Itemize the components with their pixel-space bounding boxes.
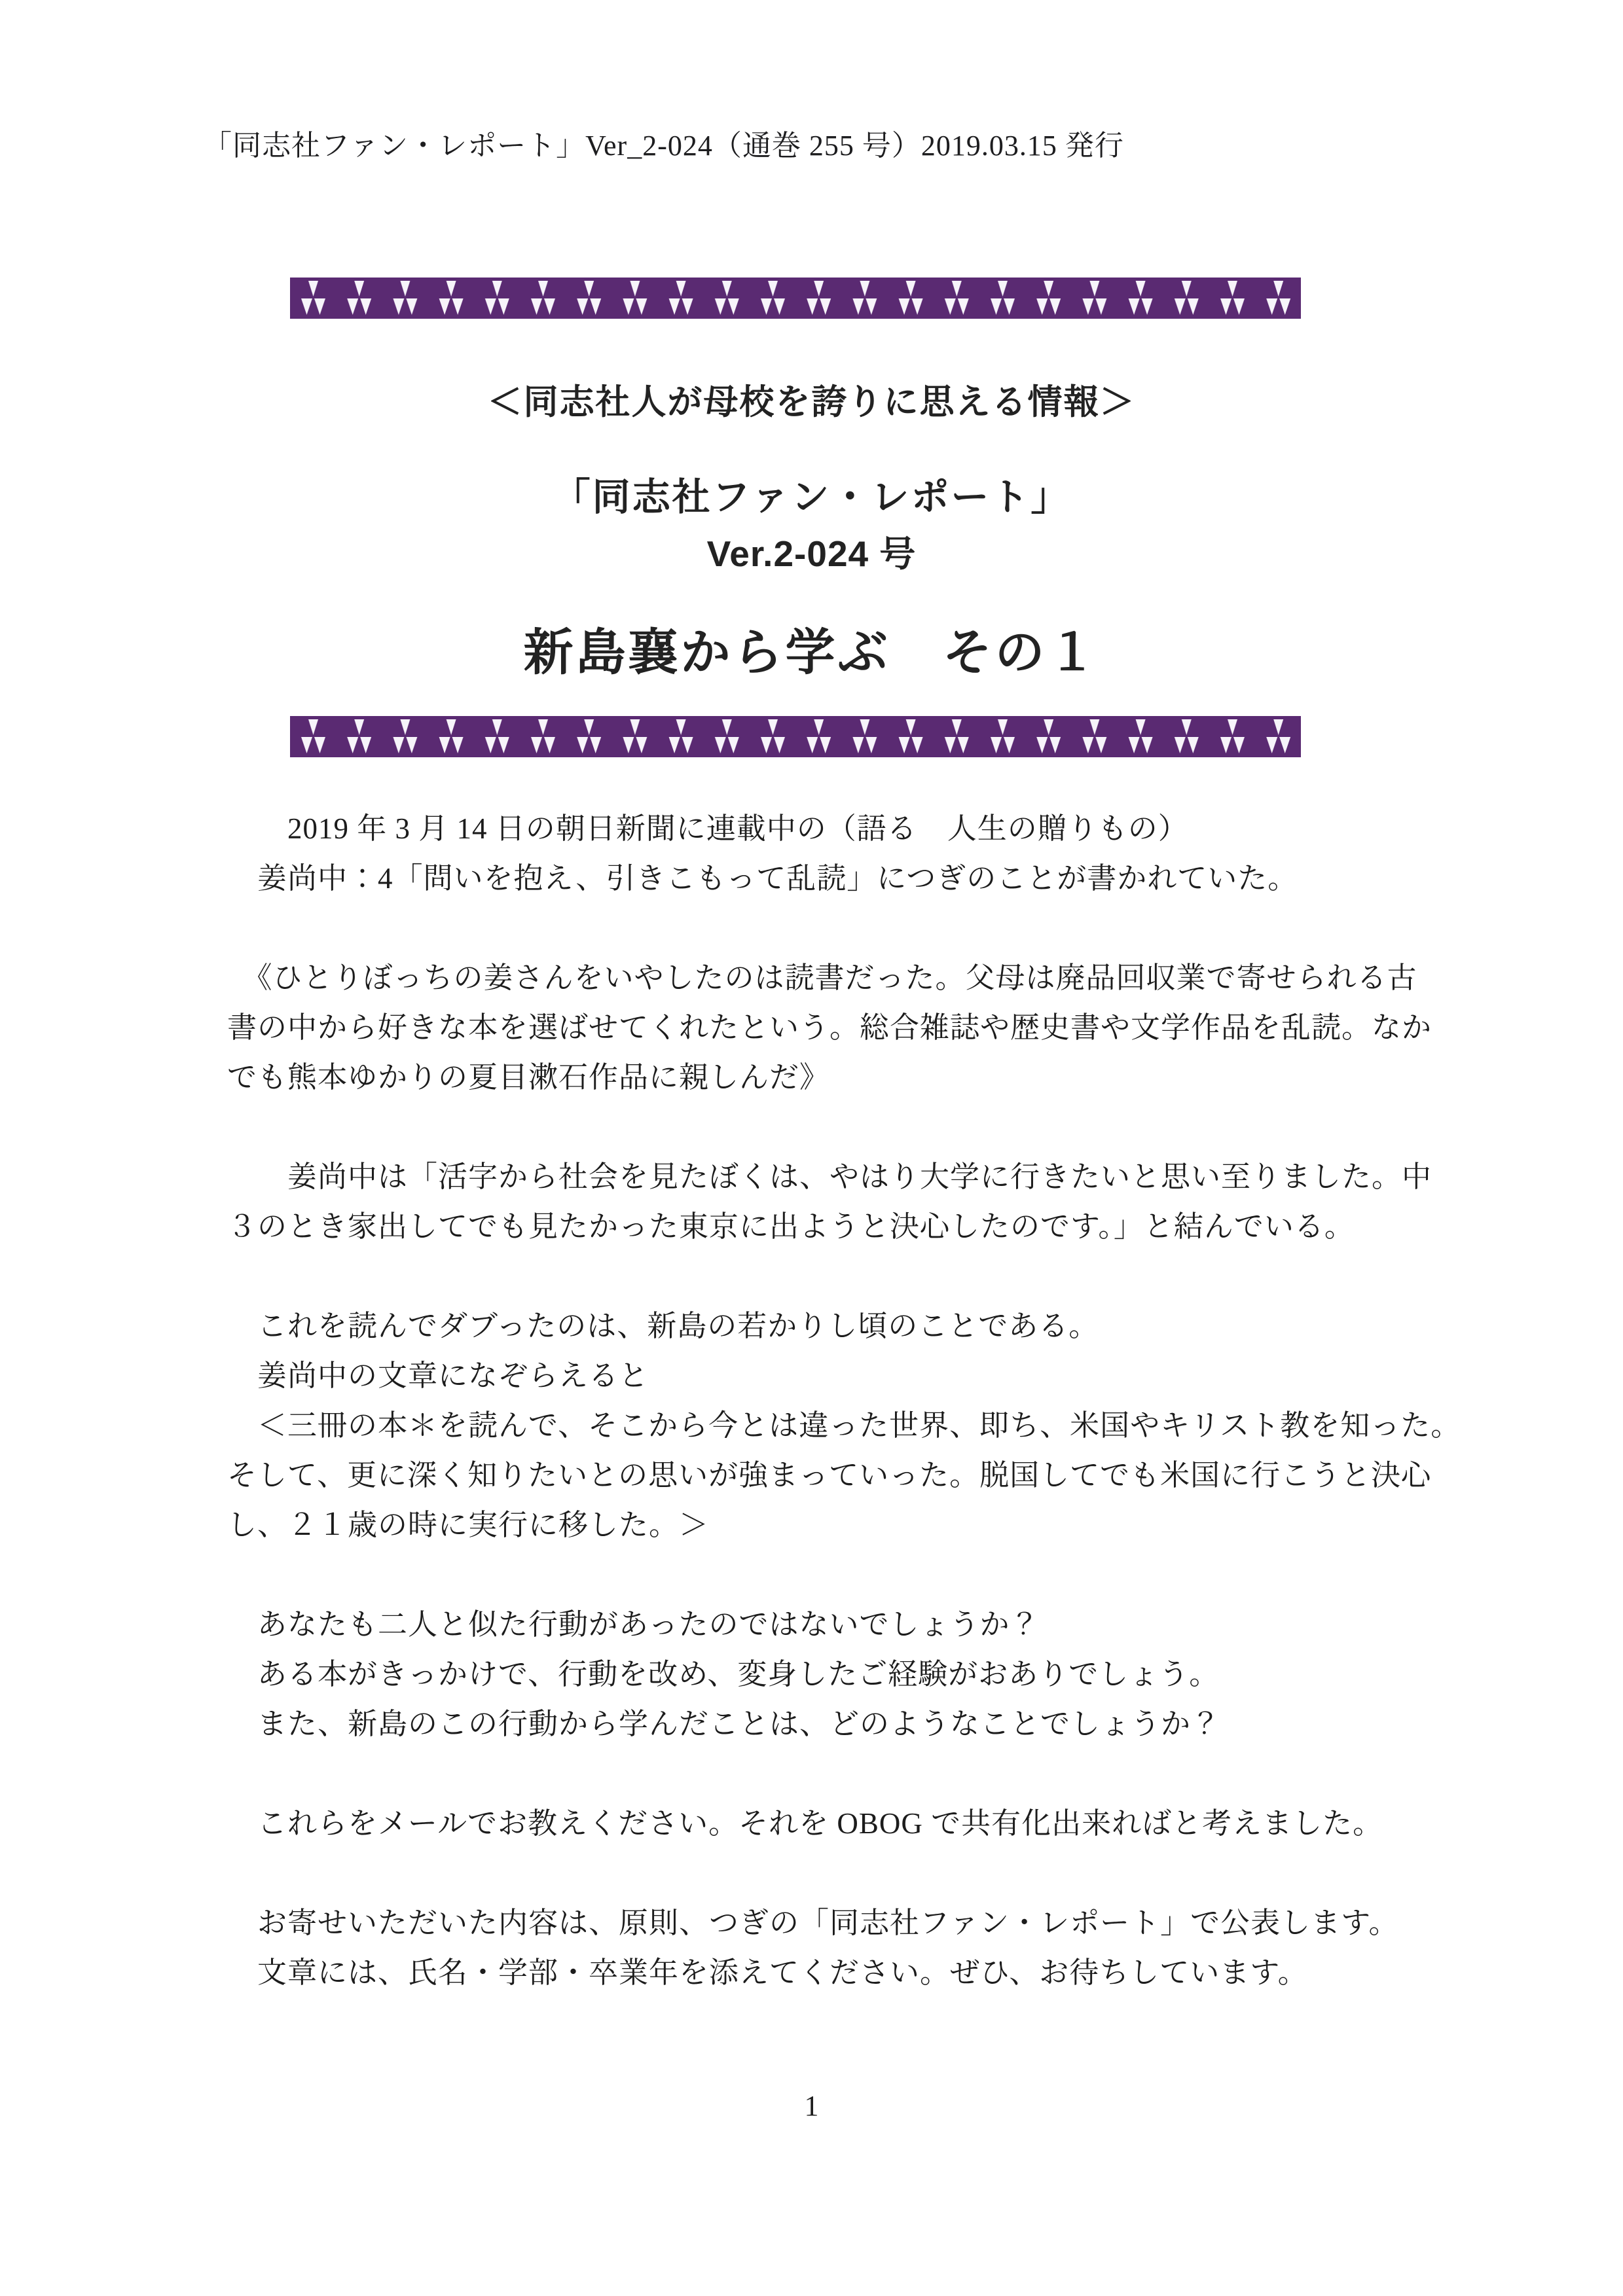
body-line: あなたも二人と似た行動があったのではないでしょうか？ (227, 1608, 1040, 1641)
page-number: 1 (804, 2090, 819, 2122)
body-text (227, 804, 1471, 1998)
body-line: 姜尚中：4「問いを抱え、引きこもって乱読」につぎのことが書かれていた。 (227, 862, 1298, 895)
body-line: でも熊本ゆかりの夏目漱石作品に親しんだ》 (227, 1061, 830, 1094)
body-line: 姜尚中の文章になぞらえると (227, 1359, 649, 1392)
body-line: これらをメールでお教えください。それを OBOG で共有化出来ればと考えました。 (227, 1807, 1383, 1840)
body-line (227, 1749, 1471, 1799)
body-line (227, 903, 1471, 953)
body-line: これを読んでダブったのは、新島の若かりし頃のことである。 (227, 1310, 1099, 1342)
body-line: 書の中から好きな本を選ばせてくれたという。総合雑誌や歴史書や文学作品を乱読。なか (227, 1011, 1432, 1044)
body-line: 《ひとりぼっちの姜さんをいやしたのは読書だった。父母は廃品回収業で寄せられる古 (227, 961, 1417, 994)
running-header: 「同志社ファン・レポート」Ver_2-024（通巻 255 号）2019.03.15 発行 (203, 130, 1124, 162)
body-line: 姜尚中は「活字から社会を見たぼくは、やはり大学に行きたいと思い至りました。中 (227, 1160, 1432, 1193)
article-headline: 新島襄から学ぶ その１ (523, 625, 1100, 681)
body-line (227, 1251, 1471, 1301)
triangle-band-top (290, 278, 1301, 319)
body-line (227, 1848, 1471, 1898)
triangle-band-bottom (290, 716, 1301, 757)
body-line: そして、更に深く知りたいとの思いが強まっていった。脱国してでも米国に行こうと決心 (227, 1459, 1432, 1492)
newsletter-name: 「同志社ファン・レポート」 (552, 476, 1071, 518)
body-line: し、２１歳の時に実行に移した。＞ (227, 1509, 710, 1541)
body-line: また、新島のこの行動から学んだことは、どのようなことでしょうか？ (227, 1708, 1222, 1740)
body-line: ある本がきっかけで、行動を改め、変身したご経験がおありでしょう。 (227, 1658, 1220, 1691)
body-line: ３のとき家出してでも見たかった東京に出ようと決心したのです。」と結んでいる。 (227, 1210, 1355, 1243)
body-line: 2019 年 3 月 14 日の朝日新聞に連載中の（語る 人生の贈りもの） (227, 812, 1188, 845)
body-line (227, 1550, 1471, 1600)
issue-label: Ver.2-024 号 (706, 533, 917, 574)
body-line: 文章には、氏名・学部・卒業年を添えてください。ぜひ、お待ちしています。 (227, 1956, 1308, 1989)
body-line: お寄せいただいた内容は、原則、つぎの「同志社ファン・レポート」で公表します。 (227, 1907, 1399, 1939)
section-title: ＜同志社人が母校を誇りに思える情報＞ (487, 383, 1136, 422)
body-line (227, 1102, 1471, 1152)
body-line: ＜三冊の本＊を読んで、そこから今とは違った世界、即ち、米国やキリスト教を知った。 (227, 1409, 1461, 1442)
